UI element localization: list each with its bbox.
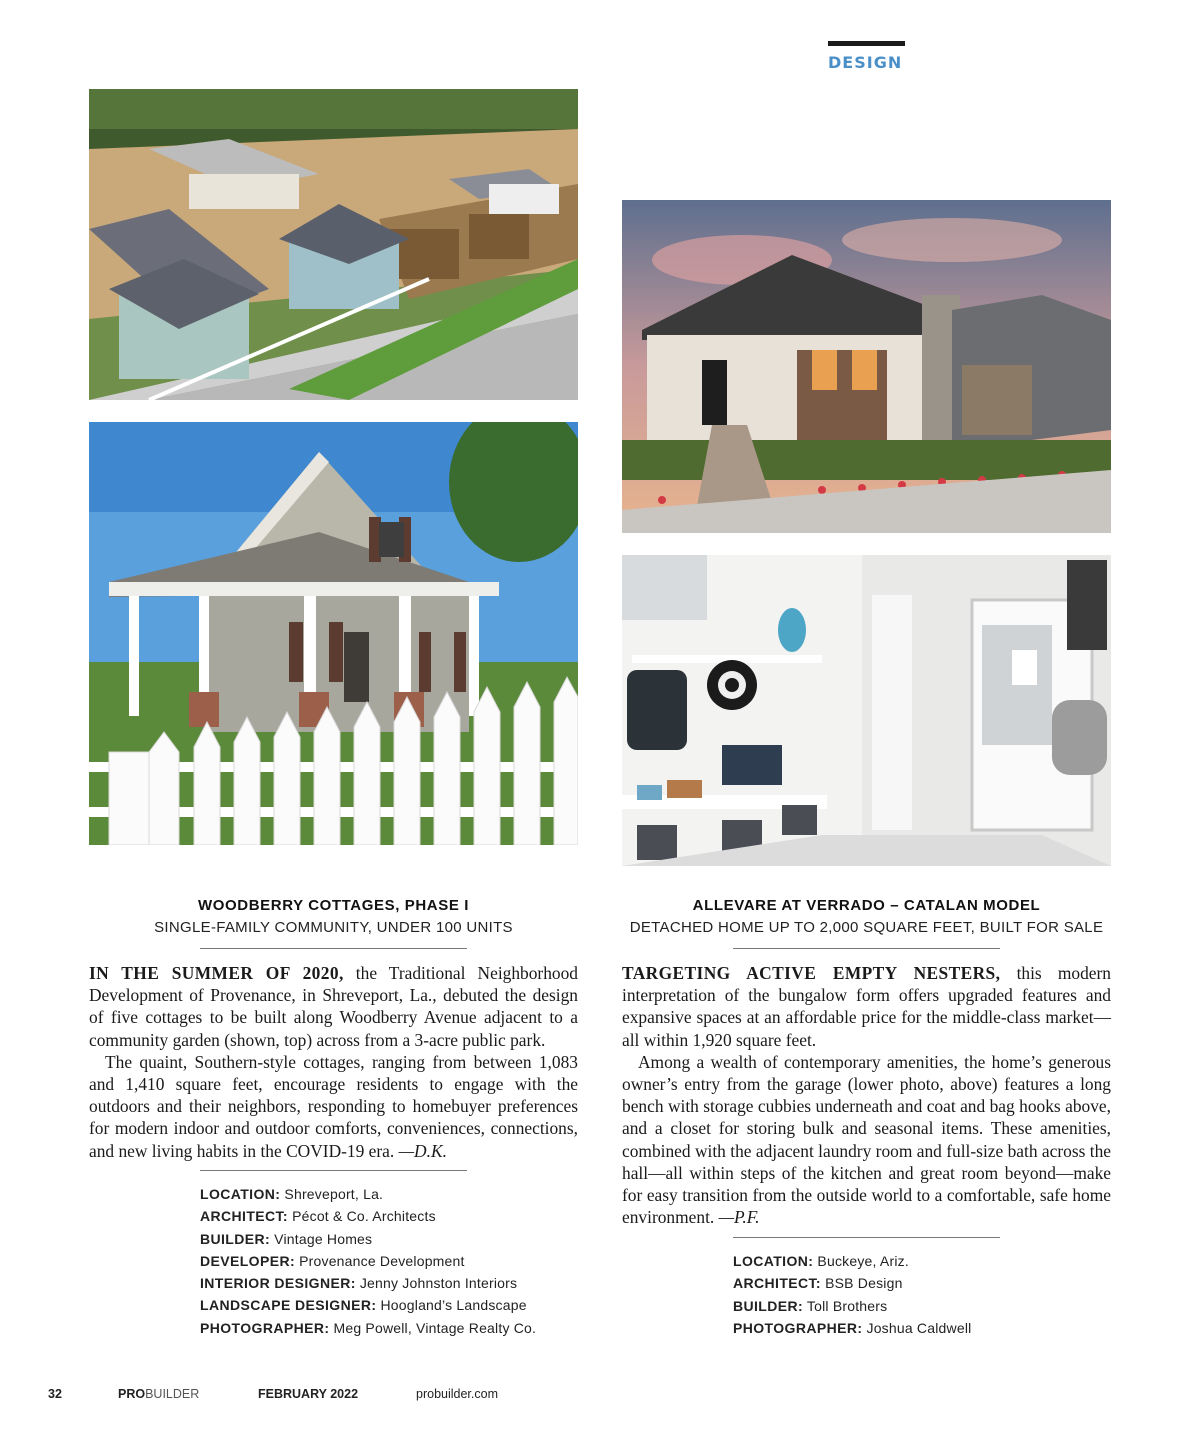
credit-value: Meg Powell, Vintage Realty Co. [329,1319,537,1336]
photo-aerial-cottages [89,89,578,400]
right-project-title: ALLEVARE AT VERRADO – CATALAN MODEL [692,897,1041,914]
issue-date: FEBRUARY 2022 [258,1387,359,1401]
publication-brand [118,1387,199,1401]
credit-label: BUILDER: [200,1230,271,1247]
right-project-subtitle: DETACHED HOME UP TO 2,000 SQUARE FEET, BUILT FOR SALE [629,919,1104,936]
credit-label: DEVELOPER: [200,1252,296,1269]
credit-value: Vintage Homes [270,1230,373,1247]
section-rule [828,41,905,46]
credit-label: INTERIOR DESIGNER: [200,1275,356,1292]
credit-value: Hoogland’s Landscape [376,1297,527,1314]
left-paragraph-1 [89,962,578,1051]
left-project-subtitle: SINGLE-FAMILY COMMUNITY, UNDER 100 UNITS [154,919,513,936]
left-credits [200,1183,578,1339]
right-article-body [622,962,1111,1228]
left-paragraph-2 [89,1051,578,1162]
right-paragraph-2 [622,1051,1111,1229]
credit-value: Provenance Development [295,1252,465,1269]
credit-row [733,1250,1111,1272]
photo-modern-exterior [622,200,1111,533]
credit-row [733,1317,1111,1339]
left-paragraph-2-text: The quaint, Southern-style cottages, ranging from between 1,083 and 1,410 square feet, encourage residents to engage with the outdoors and their neighbors, responding to homebuyer preferences for modern indoor and outdoor comforts, conveniences, connections, and new living habits in the COVID-19 era. [89,1051,578,1161]
photo-cottage-front [89,422,578,845]
credit-value: Buckeye, Ariz. [813,1253,909,1269]
credit-row [733,1295,1111,1317]
right-paragraph-1-text: this modern interpretation of the bungalow form offers upgraded features and expansive spaces at an affordable price for the middle-class market—all within 1,920 square feet. [622,963,1111,1050]
section-label: DESIGN [828,53,903,72]
left-paragraph-1-text: the Traditional Neighborhood Development of Provenance, in Shreveport, La., debuted the design of five cottages to be built along Woodberry Avenue adjacent to a community garden (shown, top) across from a 3-acre public park. [89,963,579,1050]
right-caption-rule [733,948,1000,949]
left-signature: —D.K. [398,1140,447,1161]
credit-row [200,1250,578,1272]
credit-value: Shreveport, La. [280,1186,384,1202]
credit-label: PHOTOGRAPHER: [200,1319,330,1336]
right-paragraph-1 [622,962,1111,1051]
right-lead-in: TARGETING ACTIVE EMPTY NESTERS, [622,963,1001,983]
left-credits-rule [200,1170,467,1171]
credit-value: Jenny Johnston Interiors [355,1275,518,1292]
credit-row [200,1183,578,1205]
credit-label: LOCATION: [200,1186,281,1202]
right-credits-rule [733,1237,1000,1238]
credit-value: Toll Brothers [803,1297,888,1314]
website-url: probuilder.com [416,1387,498,1401]
credit-value: BSB Design [821,1275,903,1292]
left-lead-in: IN THE SUMMER OF 2020, [89,963,344,983]
credit-row [200,1272,578,1294]
page-number: 32 [48,1387,62,1401]
credit-label: ARCHITECT: [200,1208,288,1225]
credit-label: PHOTOGRAPHER: [733,1319,863,1336]
credit-row [200,1294,578,1316]
left-article-body [89,962,578,1162]
credit-row [200,1228,578,1250]
credit-value: Pécot & Co. Architects [288,1208,436,1225]
brand-bold: PRO [118,1387,146,1401]
left-caption-rule [200,948,467,949]
credit-row [200,1317,578,1339]
credit-label: BUILDER: [733,1297,804,1314]
credit-value: Joshua Caldwell [862,1319,972,1336]
credit-row [733,1272,1111,1294]
credit-label: LANDSCAPE DESIGNER: [200,1297,377,1314]
right-credits [733,1250,1111,1339]
right-signature: —P.F. [718,1207,760,1228]
right-caption [622,897,1111,936]
left-caption [89,897,578,936]
credit-label: LOCATION: [733,1253,814,1269]
credit-label: ARCHITECT: [733,1275,821,1292]
credit-row [200,1205,578,1227]
photo-mudroom-interior [622,555,1111,866]
brand-light: BUILDER [145,1387,200,1401]
right-paragraph-2-text: Among a wealth of contemporary amenities, the home’s generous owner’s entry from the garage (lower photo, above) features a long bench with storage cubbies underneath and coat and bag hooks above, and a closet for storing bulk and seasonal items. These amenities, combined with the adjacent laundry room and full-size bath across the hall—all within steps of the kitchen and great room beyond—make for easy transition from the outside world to a comfortable, safe home environment. [622,1051,1111,1228]
left-project-title: WOODBERRY COTTAGES, PHASE I [198,897,469,914]
